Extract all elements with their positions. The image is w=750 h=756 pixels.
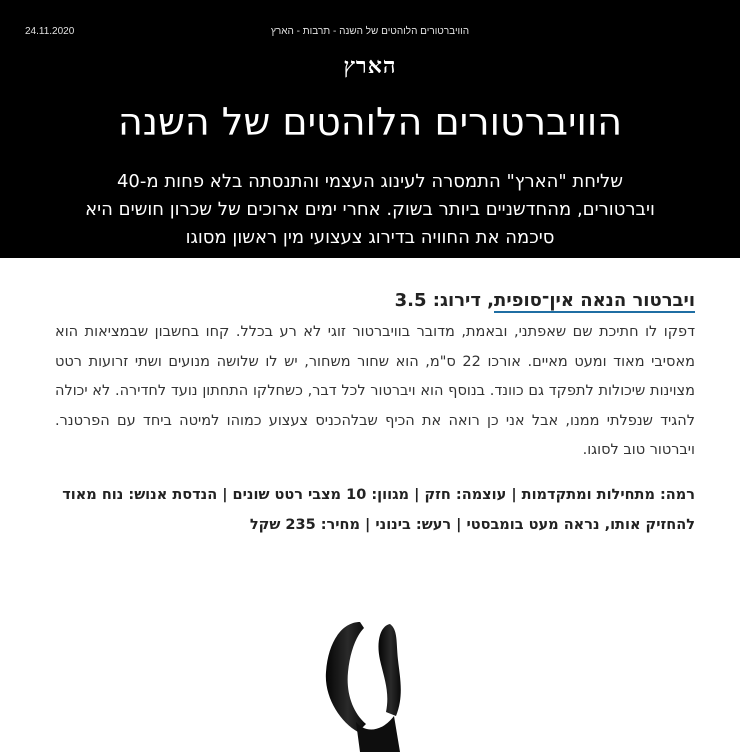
page-title: הוויברטורים הלוהטים של השנה [117, 100, 623, 144]
print-date: 24.11.2020 [25, 26, 75, 37]
review-specs: רמה: מתחילות ומתקדמות | עוצמה: חזק | מגוון: 10 מצבי רטט שונים | הנדסת אנוש: נוח מאוד להחזיק אותו, נראה מעט בומבסטי | רעש: בינוני | מחיר: 235 שקל [62, 486, 695, 533]
vibrator-icon [300, 612, 440, 752]
page-subtitle: שליחת "הארץ" התמסרה לעינוג העצמי והתנסתה בלא פחות מ-40 ויברטורים, מהחדשניים ביותר בשוק. אחרי ימים ארוכים של שכרון חושים היא סיכמה את החוויה בדירוג צעצועי מין ראשון מסוגו [85, 171, 655, 248]
article-header [0, 0, 740, 258]
site-logo[interactable]: הארץ [343, 53, 397, 79]
vibrator-product-image [300, 612, 440, 752]
review-body: דפקו לו חתיכת שם שאפתני, ובאמת, מדובר בוויברטור זוגי לא רע בכלל. קחו בחשבון שבמציאות הוא מאסיבי מאוד ומעט מאיים. אורכו 22 ס"מ, הוא שחור משחור, יש לו שלושה מנועים ושתי זרועות רטט מצוינות שיכולות לתפקד גם כוונד. בנוסף הוא ויברטור לכל דבר, כשחלקו התחתון נועד לחדירה. לא יכולה להגיד שנפלתי ממנו, אבל אני כן רואה את הכיף שבלהכניס צעצוע כמוהו למיטה ביחד עם הפרטנר. ויברטור טוב לסוגו. [55, 324, 695, 458]
review-rating: , דירוג: 3.5 [394, 290, 495, 311]
review-heading [55, 288, 695, 314]
product-link[interactable]: ויברטור הנאה אין־סופית [494, 290, 695, 311]
page-breadcrumb: הוויברטורים הלוהטים של השנה - תרבות - הארץ [270, 26, 470, 37]
product-review [55, 288, 695, 540]
